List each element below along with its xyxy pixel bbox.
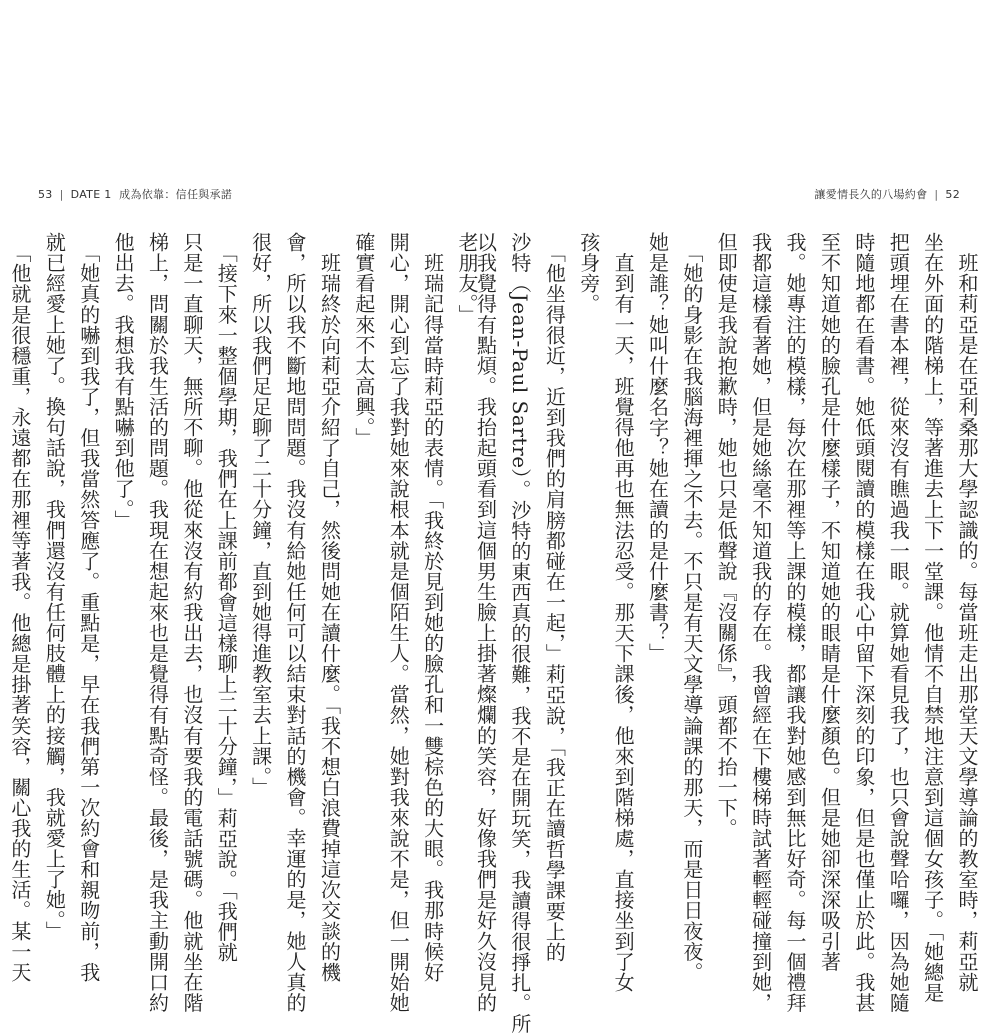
text-column: 「接下來一整個學期，我們在上課前都會這樣聊上二十分鐘，」莉亞說。「我們就: [214, 232, 239, 963]
text-column: 沙特（Jean-Paul Sartre）。沙特的東西真的很難，我不是在開玩笑，我讀得很掙扎。所: [507, 232, 532, 1034]
left-page-body: [7, 232, 480, 1013]
right-page-header: [814, 186, 960, 202]
text-column: 把頭埋在書本裡，從來沒有瞧過我一眼。就算她看見我了，也只會說聲哈囉，因為她隨: [886, 232, 911, 1013]
text-column: 就已經愛上她了。換句話說，我們還沒有任何肢體上的接觸，我就愛上了她。」: [42, 232, 67, 942]
left-page-header: [38, 186, 232, 202]
text-column: 老朋友。」: [455, 232, 479, 325]
text-column: 坐在外面的階梯上，等著進去上下一堂課。他情不自禁地注意到這個女孩子。「她總是: [920, 232, 945, 1003]
text-column: 「她的身影在我腦海裡揮之不去。不只是有天文學導論課的那天，而是日日夜夜。: [679, 232, 704, 983]
text-column: 他出去。我想我有點嚇到他了。」: [111, 232, 136, 531]
text-column: 她是誰？她叫什麼名字？她在讀的是什麼書？」: [645, 232, 670, 664]
header-divider: |: [934, 188, 939, 201]
text-column: 梯上，問關於我生活的問題。我現在想起來也是覺得有點奇怪。最後，是我主動開口約: [145, 232, 170, 1013]
right-page-number: 52: [945, 188, 960, 201]
text-column: 我都這樣看著她，但是她絲毫不知道我的存在。我曾經在下樓梯時試著輕輕碰撞到她，: [748, 232, 773, 1013]
section-label: DATE 1: [70, 188, 112, 201]
text-column: 我。她專注的模樣，每次在那裡等上課的模樣，都讓我對她感到無比好奇。每一個禮拜: [783, 232, 808, 1013]
left-page-number: 53: [38, 188, 53, 201]
text-column: 至不知道她的臉孔是什麼樣子，不知道她的眼睛是什麼顏色。但是她卻深深吸引著: [817, 232, 842, 972]
text-column: 直到有一天，班覺得他再也無法忍受。那天下課後，他來到階梯處，直接坐到了女: [611, 232, 636, 993]
right-page-body: [473, 232, 980, 1034]
text-column: 「她真的嚇到我了，但我當然答應了。重點是，早在我們第一次約會和親吻前，我: [76, 232, 101, 983]
book-title: 讓愛情長久的八場約會: [814, 188, 928, 201]
text-column: 「他就是很穩重，永遠都在那裡等著我。他總是掛著笑容，關心我的生活。某一天: [7, 232, 32, 983]
text-column: 但即使是我說抱歉時，她也只是低聲說『沒關係』，頭都不抬一下。: [714, 232, 739, 839]
text-column: 以我覺得有點煩。我抬起頭看到這個男生臉上掛著燦爛的笑容，好像我們是好久沒見的: [473, 232, 498, 1013]
text-column: 時隨地都在看書。她低頭閱讀的模樣在我心中留下深刻的印象，但是也僅止於此。我甚: [851, 232, 876, 1013]
text-column: 確實看起來不太高興。」: [351, 232, 376, 449]
text-column: 孩身旁。: [576, 232, 601, 315]
text-column: 班和莉亞是在亞利桑那大學認識的。每當班走出那堂天文學導論的教室時，莉亞就: [955, 232, 979, 993]
text-column: 會，所以我不斷地問問題。我沒有給她任何可以結束對話的機會。幸運的是，她人真的: [283, 232, 308, 1013]
chapter-title: 成為依靠：信任與承諾: [119, 188, 233, 201]
text-column: 班瑞記得當時莉亞的表情。「我終於見到她的臉孔和一雙棕色的大眼。我那時候好: [420, 232, 445, 983]
text-column: 很好，所以我們足足聊了二十分鐘，直到她得進教室去上課。」: [248, 232, 273, 798]
text-column: 班瑞終於向莉亞介紹了自己，然後問她在讀什麼。「我不想白浪費掉這次交談的機: [317, 232, 342, 983]
text-column: 只是一直聊天，無所不聊。他從來沒有約我出去，也沒有要我的電話號碼。他就坐在階: [179, 232, 204, 1013]
text-column: 「他坐得很近，近到我們的肩膀都碰在一起，」莉亞說，「我正在讀哲學課要上的: [542, 232, 567, 963]
header-divider: |: [59, 188, 64, 201]
text-column: 開心，開心到忘了我對她來說根本就是個陌生人。當然，她對我來說不是，但一開始她: [386, 232, 411, 1013]
